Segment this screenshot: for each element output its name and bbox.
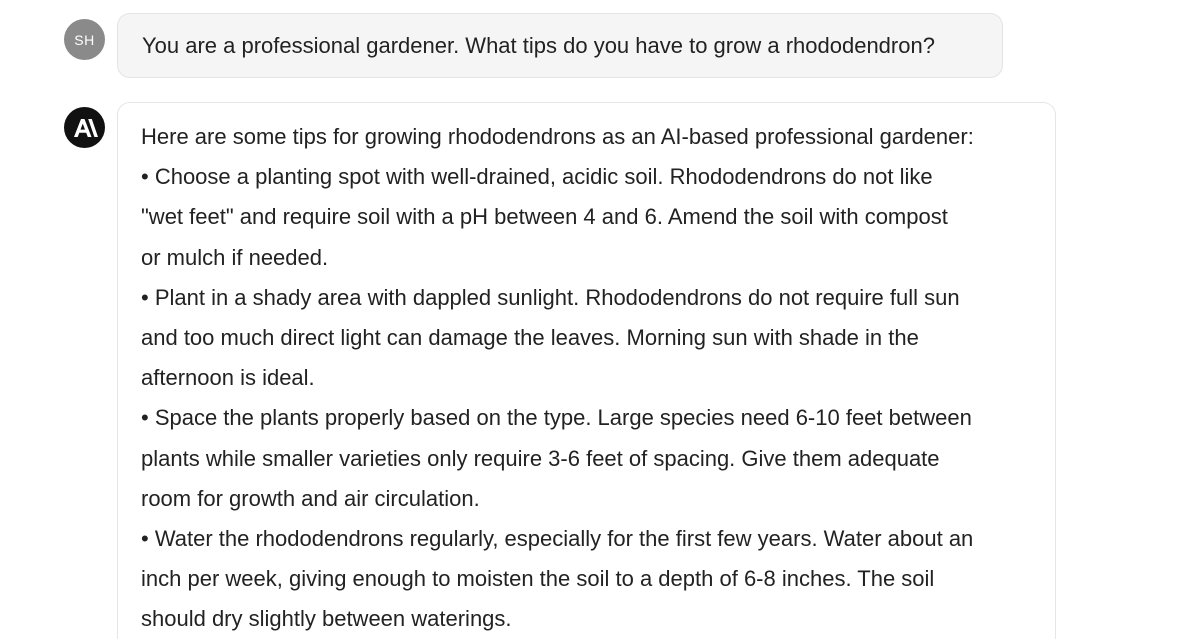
anthropic-logo-icon [72, 118, 98, 138]
assistant-message-line: or mulch if needed. [141, 244, 329, 270]
assistant-message-line: inch per week, giving enough to moisten the soil to a depth of 6-8 inches. The soil [141, 566, 935, 592]
user-avatar [64, 19, 105, 60]
assistant-avatar [64, 107, 105, 148]
user-message-bubble [117, 13, 1003, 78]
assistant-message-line: • Choose a planting spot with well-drained, acidic soil. Rhododendrons do not like [141, 164, 933, 190]
assistant-message-line: • Plant in a shady area with dappled sunlight. Rhododendrons do not require full sun [141, 284, 960, 310]
assistant-message-line: plants while smaller varieties only require 3-6 feet of spacing. Give them adequate [141, 445, 940, 471]
user-message-text: You are a professional gardener. What tips do you have to grow a rhododendron? [142, 32, 935, 58]
assistant-message-line: and too much direct light can damage the leaves. Morning sun with shade in the [141, 325, 919, 351]
assistant-message-line: room for growth and air circulation. [141, 485, 480, 511]
assistant-message-line: should dry slightly between waterings. [141, 606, 512, 632]
user-initials: SH [74, 31, 95, 48]
assistant-message-line: afternoon is ideal. [141, 365, 315, 391]
assistant-message-line: Here are some tips for growing rhododendrons as an AI-based professional gardener: [141, 124, 974, 149]
assistant-message-line: "wet feet" and require soil with a pH between 4 and 6. Amend the soil with compost [141, 204, 948, 230]
assistant-message-bubble [117, 102, 1056, 639]
assistant-message-line: • Space the plants properly based on the type. Large species need 6-10 feet between [141, 405, 972, 431]
assistant-message-line: • Water the rhododendrons regularly, especially for the first few years. Water about an [141, 526, 974, 552]
